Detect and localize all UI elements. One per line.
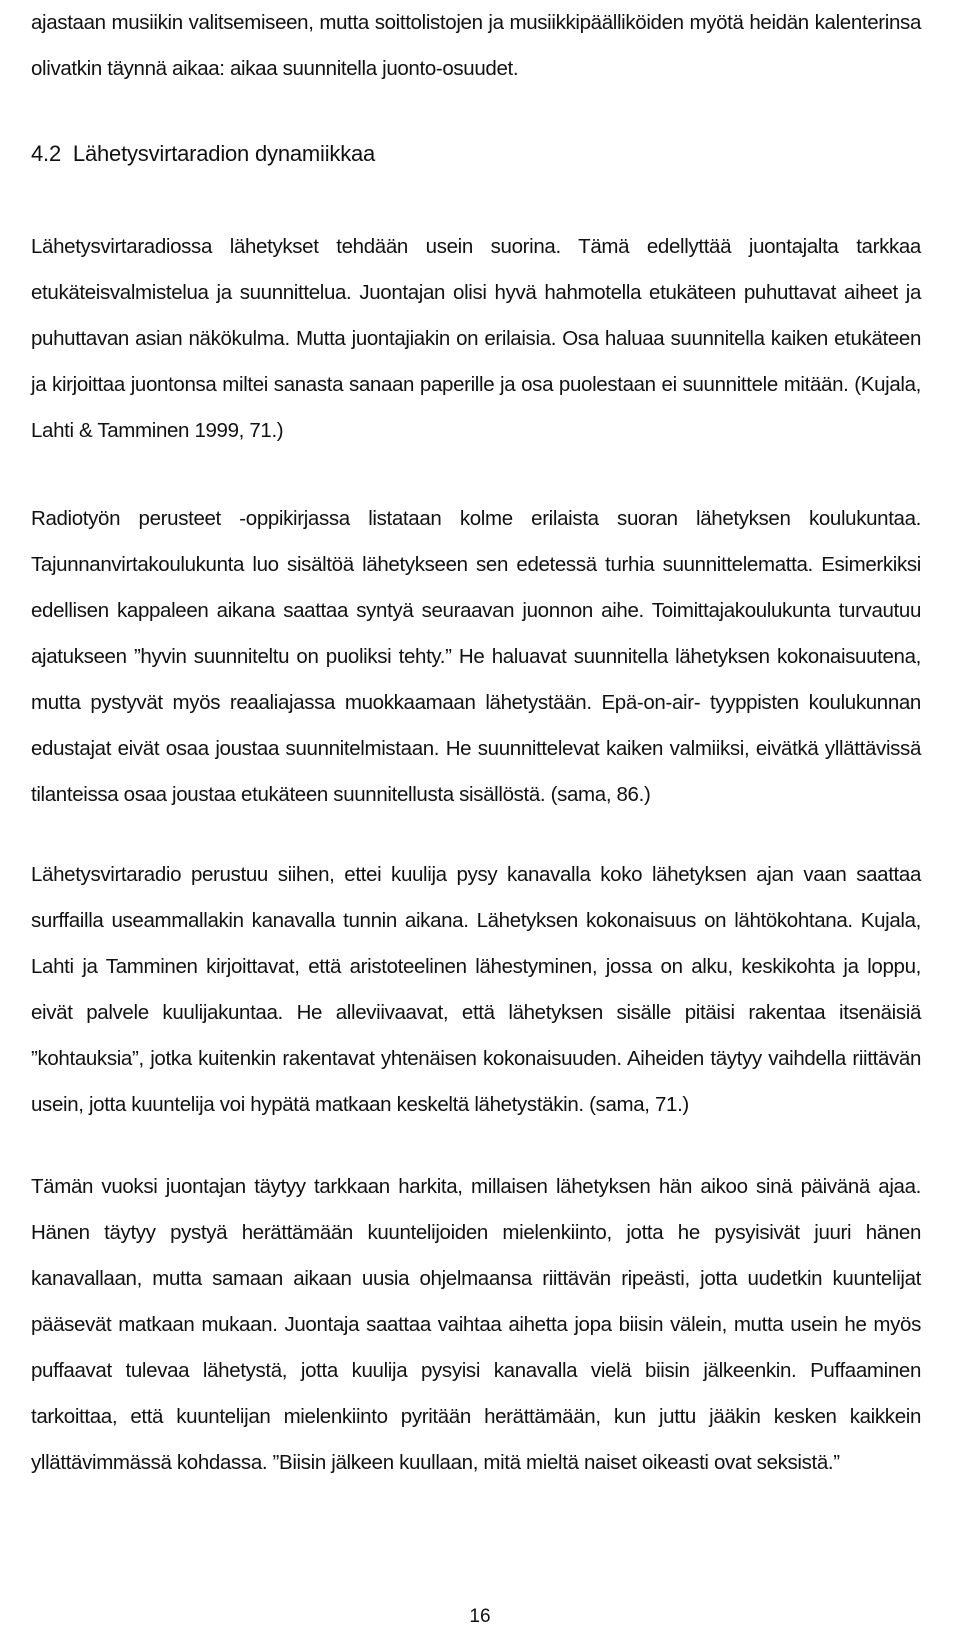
paragraph-3: Lähetysvirtaradio perustuu siihen, ettei kuulija pysy kanavalla koko lähetyksen ajan vaan saattaa surffailla useammallakin kanavalla tunnin aikana. Lähetyksen kokonaisuus on lähtökohtana. Kujala, Lahti ja Tamminen kirjoittavat, että aristoteelinen lähestyminen, jossa on alku, keskikohta ja loppu, eivät palvele kuulijakuntaa. He alleviivaavat, että lähetyksen sisälle pitäisi rakentaa itsenäisiä ”kohtauksia”, jotka kuitenkin rakentavat yhtenäisen kokonaisuuden. Aiheiden täytyy vaihdella riittävän usein, jotta kuuntelija voi hypätä matkaan keskeltä lähetystäkin. (sama, 71.) xyxy=(31,863,921,1116)
paragraph-2: Radiotyön perusteet -oppikirjassa listataan kolme erilaista suoran lähetyksen koulukuntaa. Tajunnanvirtakoulukunta luo sisältöä lähetykseen sen edetessä turhia suunnittelematta. Esimerkiksi edellisen kappaleen aikana saattaa syntyä seuraavan juonnon aihe. Toimittajakoulukunta turvautuu ajatukseen ”hyvin suunniteltu on puoliksi tehty.” He haluavat suunnitella lähetyksen kokonaisuutena, mutta pystyvät myös reaaliajassa muokkaamaan lähetystään. Epä-on-air- tyyppisten koulukunnan edustajat eivät osaa joustaa suunnitelmistaan. He suunnittelevat kaiken valmiiksi, eivätkä yllättävissä tilanteissa osaa joustaa etukäteen suunnitellusta sisällöstä. (sama, 86.) xyxy=(31,507,921,806)
paragraph-4: Tämän vuoksi juontajan täytyy tarkkaan harkita, millaisen lähetyksen hän aikoo sinä päivänä ajaa. Hänen täytyy pystyä herättämään kuuntelijoiden mielenkiinto, jotta he pysyisivät juuri hänen kanavallaan, mutta samaan aikaan uusia ohjelmaansa riittävän ripeästi, jotta uudetkin kuuntelijat pääsevät matkaan mukaan. Juontaja saattaa vaihtaa aihetta jopa biisin välein, mutta usein he myös puffaavat tulevaa lähetystä, jotta kuulija pysyisi kanavalla vielä biisin jälkeenkin. Puffaaminen tarkoittaa, että kuuntelijan mielenkiinto pyritään herättämään, kun juttu jääkin kesken kaikkein yllättävimmässä kohdassa. ”Biisin jälkeen kuullaan, mitä mieltä naiset oikeasti ovat seksistä.” xyxy=(31,1175,921,1474)
section-title: Lähetysvirtaradion dynamiikkaa xyxy=(72,141,376,166)
section-heading xyxy=(31,134,375,174)
paragraph-1: Lähetysvirtaradiossa lähetykset tehdään usein suorina. Tämä edellyttää juontajalta tarkkaa etukäteisvalmistelua ja suunnittelua. Juontajan olisi hyvä hahmotella etukäteen puhuttavat aiheet ja puhuttavan asian näkökulma. Mutta juontajiakin on erilaisia. Osa haluaa suunnitella kaiken etukäteen ja kirjoittaa juontonsa miltei sanasta sanaan paperille ja osa puolestaan ei suunnittele mitään. (Kujala, Lahti & Tamminen 1999, 71.) xyxy=(31,235,921,442)
section-number: 4.2 xyxy=(31,141,61,166)
intro-paragraph: ajastaan musiikin valitsemiseen, mutta soittolistojen ja musiikkipäälliköiden myötä heidän kalenterinsa olivatkin täynnä aikaa: aikaa suunnitella juonto-osuudet. xyxy=(31,11,921,80)
page-number: 16 xyxy=(469,1606,491,1627)
